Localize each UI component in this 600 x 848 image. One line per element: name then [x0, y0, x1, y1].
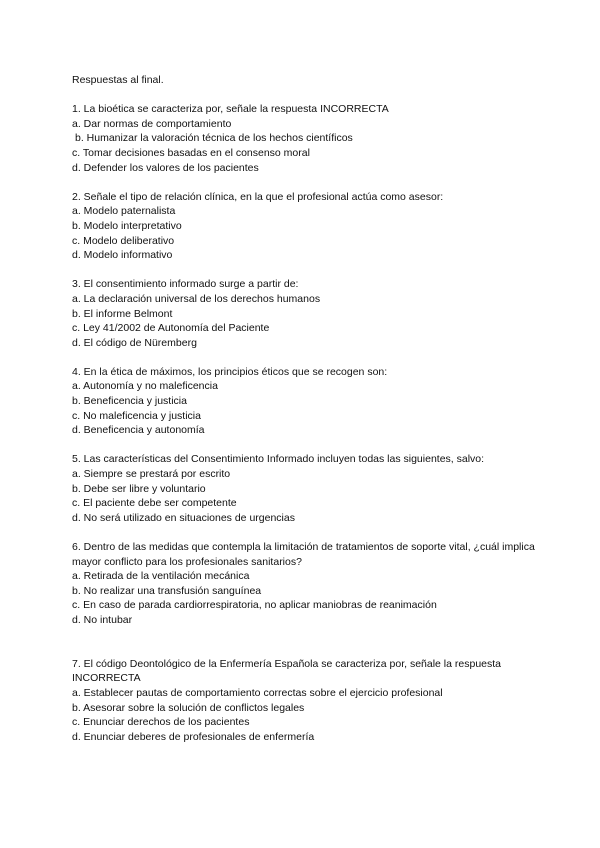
question-text: 5. Las características del Consentimiento Informado incluyen todas las siguientes, salvo:	[72, 453, 485, 466]
answer-option: b. Beneficencia y justicia	[72, 395, 187, 408]
answer-option: c. Tomar decisiones basadas en el consenso moral	[72, 146, 310, 159]
answer-option: c. En caso de parada cardiorrespiratoria, no aplicar maniobras de reanimación	[72, 599, 437, 612]
question-7	[72, 657, 542, 745]
answer-option: b. Modelo interpretativo	[72, 219, 182, 232]
question-5	[72, 452, 542, 525]
intro-text: Respuestas al final.	[72, 74, 164, 86]
answer-option: b. Asesorar sobre la solución de conflictos legales	[72, 701, 305, 714]
answer-option: c. El paciente debe ser competente	[72, 497, 237, 510]
answer-option: d. No será utilizado en situaciones de urgencias	[72, 511, 295, 524]
answer-option: b. Debe ser libre y voluntario	[72, 482, 206, 495]
answer-option: d. Beneficencia y autonomía	[72, 424, 205, 437]
question-3	[72, 277, 542, 350]
question-text: 1. La bioética se caracteriza por, señale la respuesta INCORRECTA	[72, 103, 389, 116]
answer-option: c. No maleficencia y justicia	[72, 409, 201, 422]
answer-option: d. Enunciar deberes de profesionales de enfermería	[72, 730, 315, 743]
answer-option: a. Siempre se prestará por escrito	[72, 468, 231, 481]
answer-option: a. Modelo paternalista	[72, 205, 176, 218]
question-text: 3. El consentimiento informado surge a partir de:	[72, 278, 299, 291]
question-1	[72, 102, 542, 175]
answer-option: b. El informe Belmont	[72, 307, 173, 320]
answer-option: c. Modelo deliberativo	[72, 234, 175, 247]
question-6	[72, 540, 542, 628]
answer-option: a. Autonomía y no maleficencia	[72, 380, 218, 393]
answer-option: b. Humanizar la valoración técnica de los hechos científicos	[75, 132, 353, 145]
question-text: 7. El código Deontológico de la Enfermería Española se caracteriza por, señale la respuesta INCORRECTA	[72, 657, 502, 685]
question-text: 2. Señale el tipo de relación clínica, en la que el profesional actúa como asesor:	[72, 190, 444, 203]
answer-option: b. No realizar una transfusión sanguínea	[72, 584, 262, 597]
answer-option: d. Defender los valores de los pacientes	[72, 161, 259, 174]
answer-option: a. Retirada de la ventilación mecánica	[72, 570, 250, 583]
answer-option: d. Modelo informativo	[72, 249, 173, 262]
question-text: 4. En la ética de máximos, los principios éticos que se recogen son:	[72, 365, 388, 378]
answer-option: c. Enunciar derechos de los pacientes	[72, 716, 250, 729]
answer-option: d. El código de Nüremberg	[72, 336, 197, 349]
answer-option: d. No intubar	[72, 613, 133, 626]
answer-option: a. La declaración universal de los derechos humanos	[72, 292, 321, 305]
answer-option: c. Ley 41/2002 de Autonomía del Paciente	[72, 322, 270, 335]
question-4	[72, 365, 542, 438]
document-content	[72, 73, 542, 759]
question-2	[72, 190, 542, 263]
answer-option: a. Dar normas de comportamiento	[72, 117, 232, 130]
answer-option: a. Establecer pautas de comportamiento correctas sobre el ejercicio profesional	[72, 686, 443, 699]
question-text: 6. Dentro de las medidas que contempla la limitación de tratamientos de soporte vital, ¿cuál implica mayor conflicto para los profesionales sanitarios?	[72, 541, 535, 568]
